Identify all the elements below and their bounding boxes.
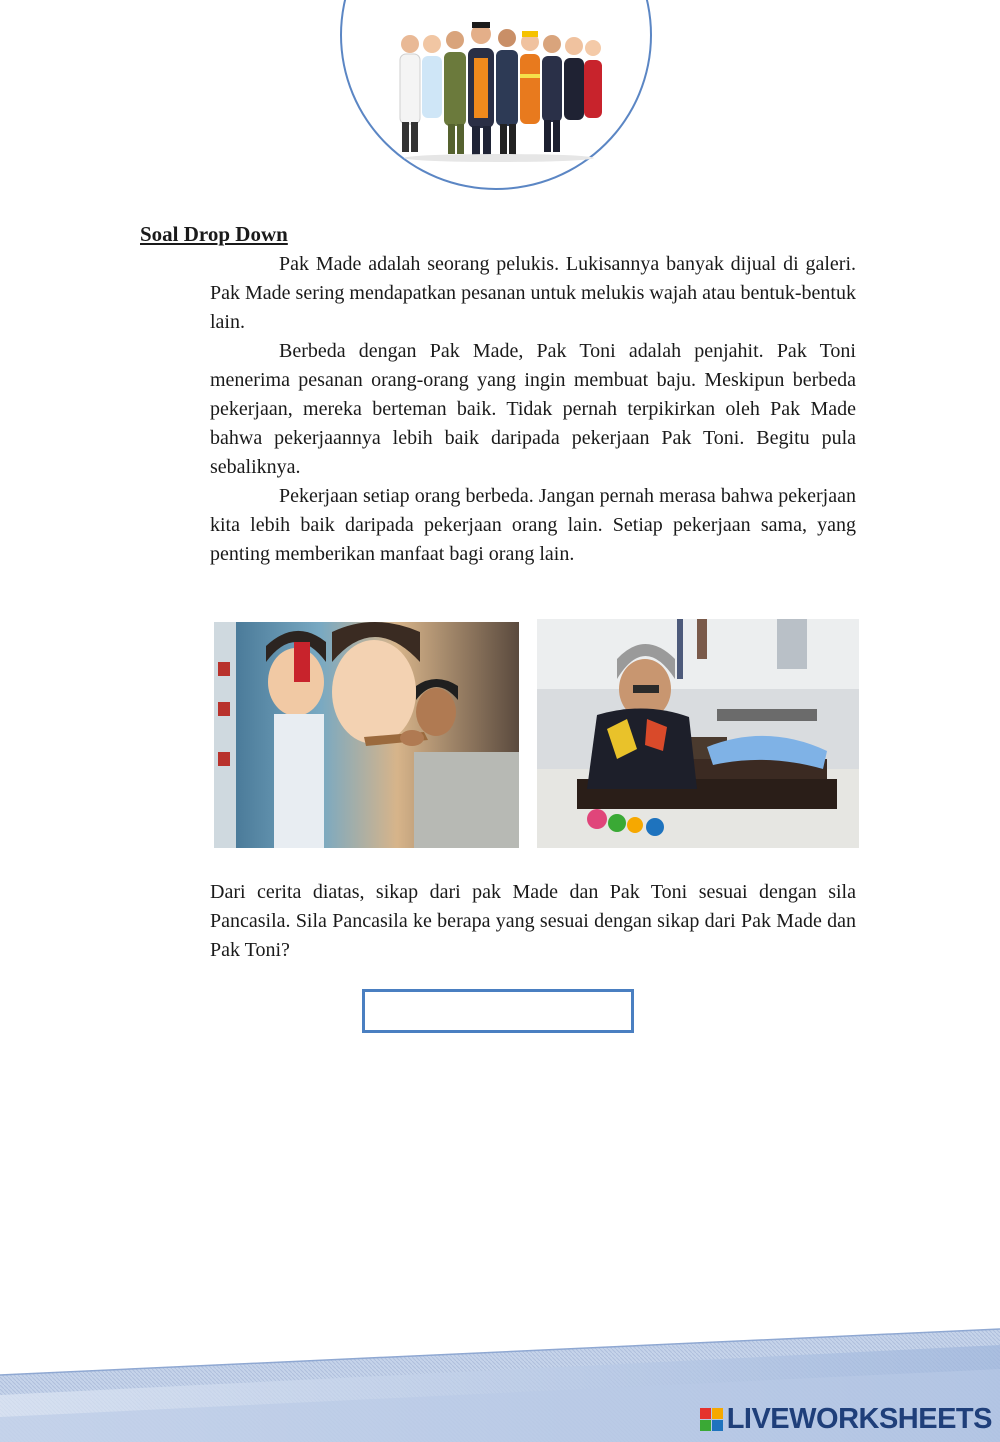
question-text: Dari cerita diatas, sikap dari pak Made dan Pak Toni sesuai dengan sila Pancasila. Sila Pancasila ke berapa yang sesuai dengan sikap dari Pak Made dan Pak Toni? (210, 881, 856, 961)
story-paragraph: Pekerjaan setiap orang berbeda. Jangan pernah merasa bahwa pekerjaan kita lebih baik daripada pekerjaan orang lain. Setiap pekerjaan sama, yang penting memberikan manfaat bagi orang lain. (210, 485, 856, 565)
section-title: Soal Drop Down (140, 222, 288, 246)
brand-name: LIVEWORKSHEETS (726, 1403, 992, 1435)
story-paragraph: Berbeda dengan Pak Made, Pak Toni adalah penjahit. Pak Toni menerima pesanan orang-orang yang ingin membuat baju. Meskipun berbeda pekerjaan, mereka berteman baik. Tidak pernah terpikirkan oleh Pak Made bahwa pekerjaannya lebih baik daripada pekerjaan Pak Toni. Begitu pula sebaliknya. (210, 340, 856, 478)
painter-photo (214, 622, 519, 848)
liveworksheets-brand (700, 1403, 992, 1436)
tailor-photo (537, 619, 859, 848)
professions-illustration (392, 14, 606, 164)
liveworksheets-logo (700, 1408, 723, 1431)
story-paragraph: Pak Made adalah seorang pelukis. Lukisannya banyak dijual di galeri. Pak Made sering mendapatkan pesanan untuk melukis wajah atau bentuk-bentuk lain. (210, 253, 856, 333)
story-text (210, 250, 856, 569)
answer-dropdown[interactable] (362, 989, 634, 1033)
